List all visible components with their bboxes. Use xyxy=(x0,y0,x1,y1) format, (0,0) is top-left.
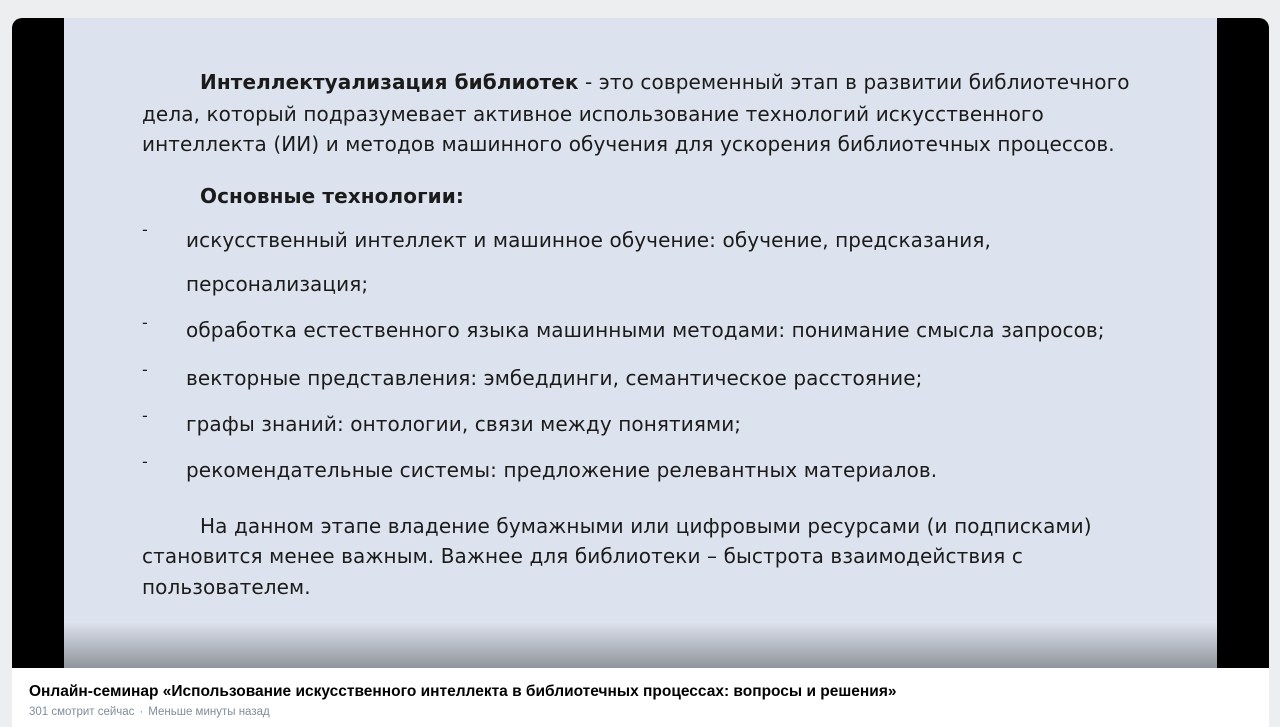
slide-bullet-4: графы знаний: онтологии, связи между понятиями; xyxy=(186,412,742,436)
bullet-dash: - xyxy=(142,406,148,425)
slide-paragraph-1-line-3: интеллекта (ИИ) и методов машинного обучения для ускорения библиотечных процессов. xyxy=(142,132,1115,156)
slide-paragraph-2-line-2: становится менее важным. Важнее для библиотеки – быстрота взаимодействия с xyxy=(142,544,1023,568)
viewer-count: 301 смотрит сейчас xyxy=(29,706,135,718)
video-info xyxy=(12,668,1269,727)
slide-paragraph-1-line-2: дела, который подразумевает активное использование технологий искусственного xyxy=(142,102,1044,126)
slide-definition: - это современный этап в развитии библиотечного xyxy=(578,70,1130,94)
meta-separator: · xyxy=(139,706,144,718)
presentation-slide xyxy=(64,18,1217,668)
video-title[interactable]: Онлайн-семинар «Использование искусственного интеллекта в библиотечных процессах: вопросы и решения» xyxy=(29,683,897,700)
slide-paragraph-2-line-1: На данном этапе владение бумажными или цифровыми ресурсами (и подписками) xyxy=(200,514,1092,538)
broadcast-time: Меньше минуты назад xyxy=(148,706,270,718)
slide-bullet-5: рекомендательные системы: предложение релевантных материалов. xyxy=(186,458,938,482)
slide-bullet-1: искусственный интеллект и машинное обучение: обучение, предсказания, xyxy=(186,228,991,252)
video-meta xyxy=(29,706,270,718)
slide-term-bold: Интеллектуализация библиотек xyxy=(200,70,579,94)
bullet-dash: - xyxy=(142,220,148,239)
bullet-dash: - xyxy=(142,360,148,379)
video-player[interactable] xyxy=(12,18,1269,668)
slide-bullet-2: обработка естественного языка машинными методами: понимание смысла запросов; xyxy=(186,318,1105,342)
slide-heading: Основные технологии: xyxy=(200,184,464,208)
player-bottom-gradient xyxy=(64,622,1217,668)
slide-bullet-1-continuation: персонализация; xyxy=(186,272,369,296)
bullet-dash: - xyxy=(142,313,148,332)
slide-bullet-3: векторные представления: эмбеддинги, семантическое расстояние; xyxy=(186,366,923,390)
bullet-dash: - xyxy=(142,452,148,471)
video-card xyxy=(12,18,1269,727)
slide-paragraph-1-line-1 xyxy=(200,70,1217,94)
slide-paragraph-2-line-3: пользователем. xyxy=(142,575,311,599)
